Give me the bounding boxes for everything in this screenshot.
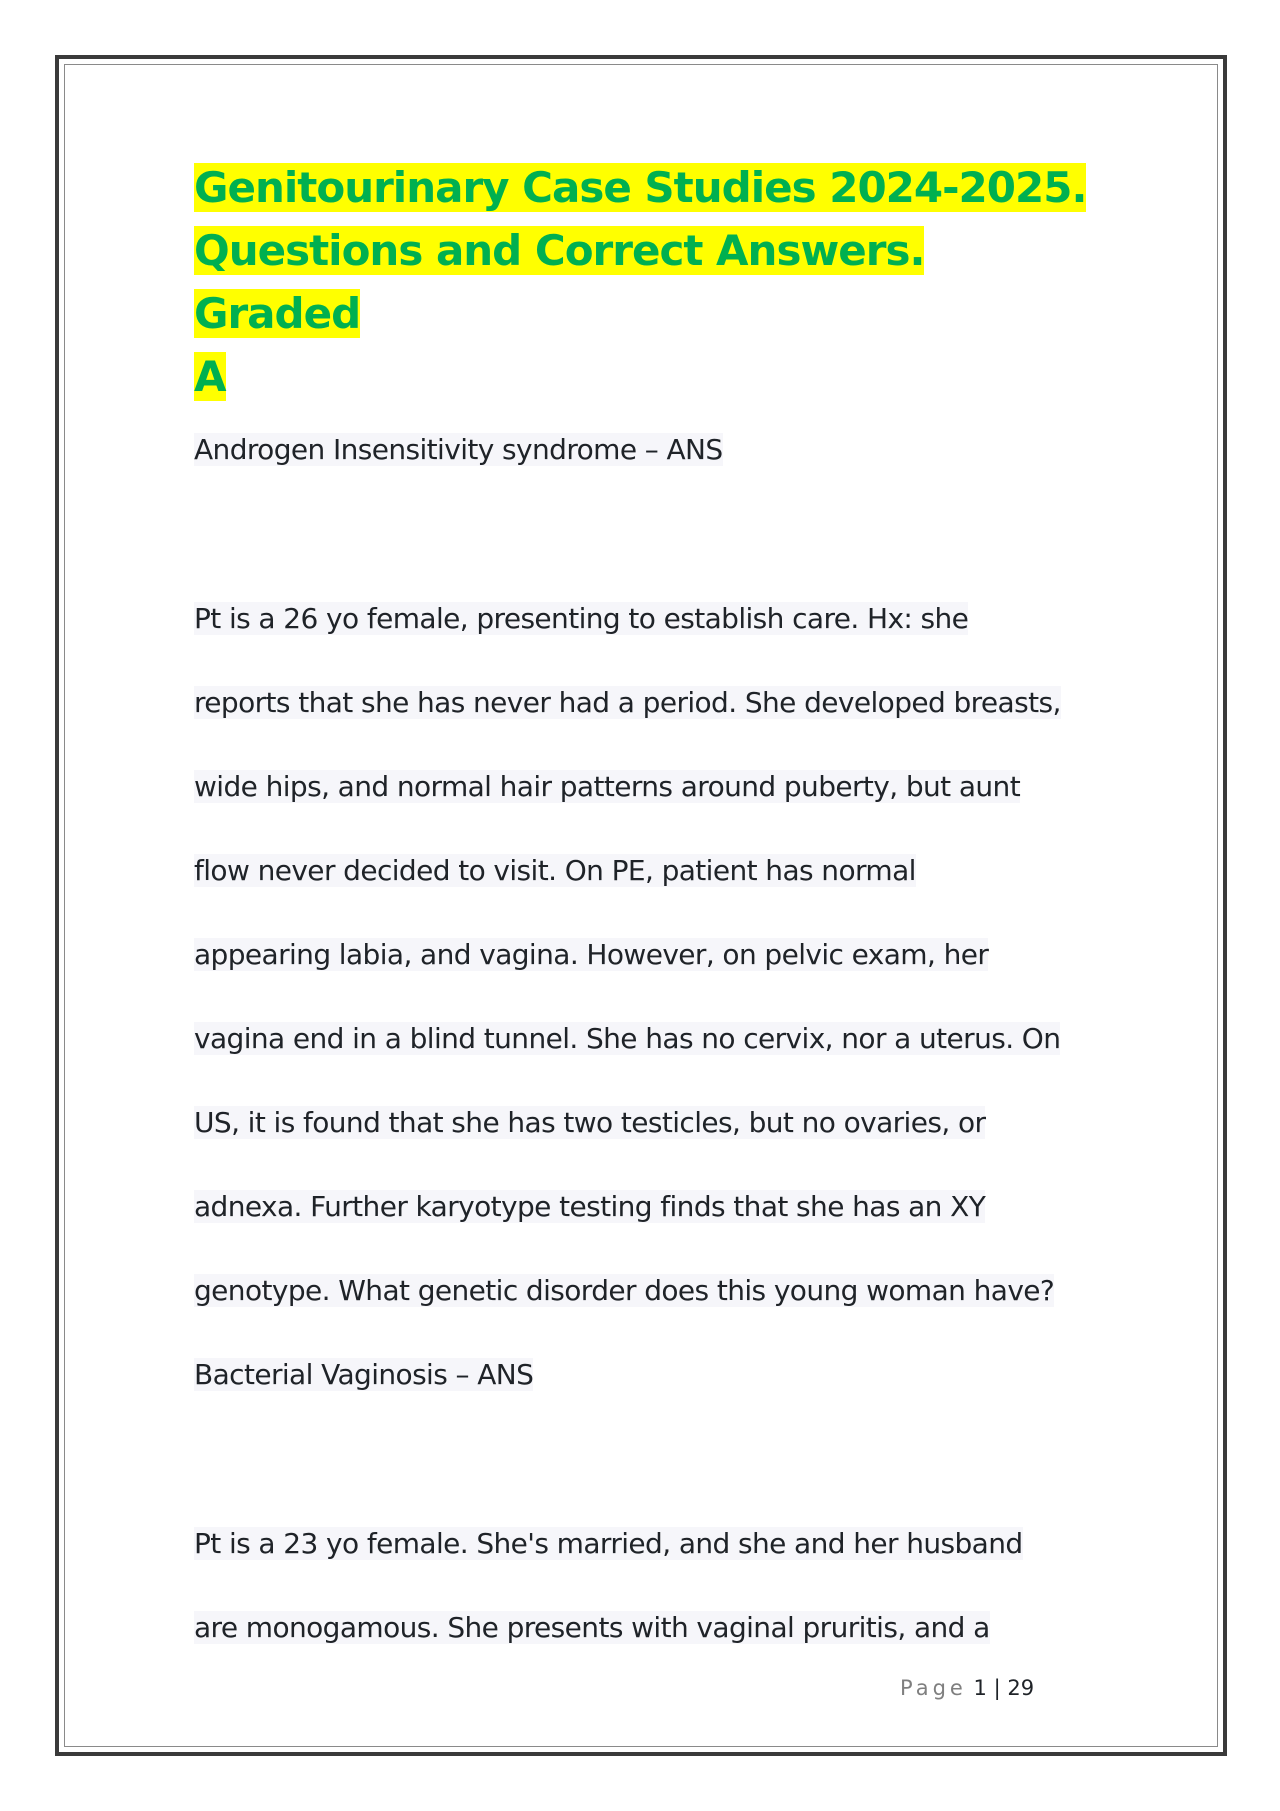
page-footer [900,1676,1034,1700]
question-line: flow never decided to visit. On PE, patient has normal [194,854,916,887]
question-line: wide hips, and normal hair patterns around puberty, but aunt [194,770,1021,803]
question-line: genotype. What genetic disorder does this young woman have? [194,1274,1055,1307]
document-title [194,156,1094,408]
question-line: reports that she has never had a period. She developed breasts, [194,686,1061,719]
question-line: Pt is a 26 yo female, presenting to establish care. Hx: she [194,602,969,635]
question-line: adnexa. Further karyotype testing finds that she has an XY [194,1190,986,1223]
total-pages: 29 [1007,1676,1035,1700]
question-line: vagina end in a blind tunnel. She has no cervix, nor a uterus. On [194,1022,1061,1055]
question-line: US, it is found that she has two testicles, but no ovaries, or [194,1106,986,1139]
title-line-1: Genitourinary Case Studies 2024-2025. [194,163,1087,212]
title-line-3: A [194,352,226,401]
current-page-number: 1 [973,1676,987,1700]
question-line: appearing labia, and vagina. However, on pelvic exam, her [194,938,989,971]
page-label: Page [900,1676,967,1700]
question-line: are monogamous. She presents with vaginal pruritis, and a [194,1611,990,1644]
question-line: Pt is a 23 yo female. She's married, and she and her husband [194,1527,1023,1560]
page-separator: | [993,1676,1001,1700]
answer-line: Bacterial Vaginosis – ANS [194,1358,534,1391]
answer-line: Androgen Insensitivity syndrome – ANS [194,433,723,466]
title-line-2: Questions and Correct Answers. Graded [194,226,925,338]
